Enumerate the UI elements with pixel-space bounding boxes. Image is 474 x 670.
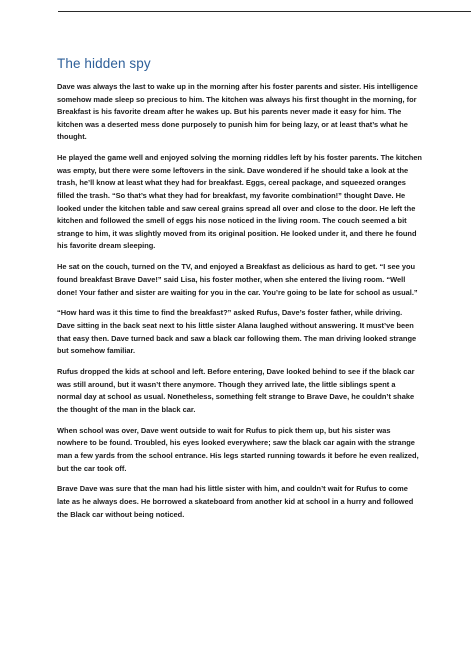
paragraph-1: Dave was always the last to wake up in the morning after his foster parents and sister. His intelligence somehow made sleep so precious to him. The kitchen was always his first thought in the morning, for Breakfast is his favorite dream after he wakes up. But his parents never made it easy for him. The kitchen was a deserted mess done purposely to punish him for being lazy, or at least that’s what he thought. [57,82,418,142]
paragraph-7: Brave Dave was sure that the man had his little sister with him, and couldn’t wait for Rufus to come late as he always does. He borrowed a skateboard from another kid at school in a hurry and followed the Black car without being noticed. [57,484,414,519]
paragraph-5: Rufus dropped the kids at school and left. Before entering, Dave looked behind to see if the black car was still around, but it wasn’t there anymore. Though they arrived late, the little siblings spent a normal day at school as usual. Nonetheless, something felt strange to Brave Dave, he couldn’t shake the thought of the man in the black car. [57,367,415,414]
story-body [57,81,422,529]
paragraph-2: He played the game well and enjoyed solving the morning riddles left by his foster parents. The kitchen was empty, but there were some leftovers in the sink. Dave wondered if he should take a look at the trash, he’ll know at least what they had for breakfast. Eggs, cereal package, and squeezed oranges filled the trash. “So that’s what they had for breakfast, my favorite combination!” thought Dave. He looked under the kitchen table and saw cereal grains spread all over and close to the door. He left the kitchen and followed the smell of eggs his nose noticed in the living room. The couch seemed a bit strange to him, it was slightly moved from its original position. He looked under it, and there he found his favorite dream sleeping. [57,153,422,251]
header-rule [58,11,471,12]
paragraph-4: “How hard was it this time to find the breakfast?” asked Rufus, Dave’s foster father, while driving. Dave sitting in the back seat next to his little sister Alana laughed without answering. It must’ve been that easy then. Dave turned back and saw a black car following them. The man driving looked strange but somehow familiar. [57,308,417,356]
paragraph-6: When school was over, Dave went outside to wait for Rufus to pick them up, but his sister was nowhere to be found. Troubled, his eyes looked everywhere; saw the black car again with the strange man a few yards from the school entrance. His legs started running towards it before he even realized, but the car took off. [57,425,419,473]
story-title: The hidden spy [57,56,151,71]
paragraph-3: He sat on the couch, turned on the TV, and enjoyed a Breakfast as delicious as hard to get. “I see you found breakfast Brave Dave!” said Lisa, his foster mother, when she entered the living room. “Well done! Your father and sister are waiting for you in the car. You’re going to be late for school as usual.” [57,262,418,297]
